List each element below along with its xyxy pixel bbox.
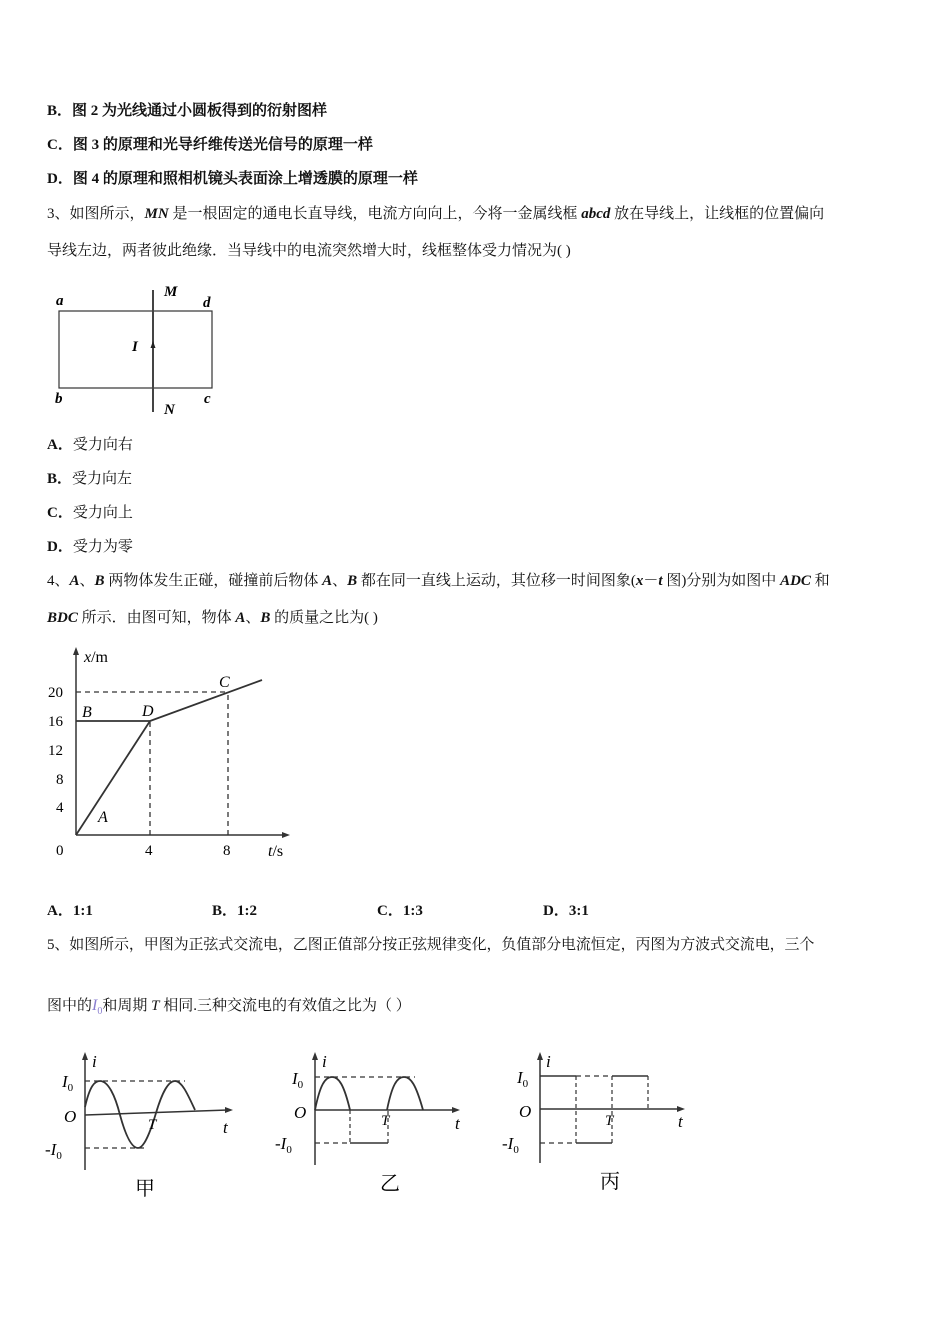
label-period: T [148,1117,157,1133]
option-letter: B． [212,903,238,919]
option-letter: D． [47,539,73,555]
stem-text: 图中的 [47,998,93,1014]
option-text: 受力向左 [72,471,133,487]
option-letter: A． [47,903,73,919]
var-a: A [235,610,246,626]
var-t: t [658,573,663,589]
y-tick-16: 16 [48,714,63,730]
q2-option-b [47,101,327,121]
var-b: B [94,573,105,589]
option-text: 图 2 为光线通过小圆板得到的衍射图样 [72,103,328,119]
q2-option-d [47,169,418,189]
y-tick-20: 20 [48,685,63,701]
option-letter: B． [47,103,73,119]
stem-text: 3、如图所示， [47,206,145,222]
stem-text: 、 [245,610,261,626]
label-m: M [164,284,178,300]
label-neg-i0: $-I_0$ [45,1140,62,1162]
q4-stem-line2 [47,608,378,628]
line-adc: ADC [780,573,811,589]
var-x: x [635,573,644,589]
var-b: B [260,610,271,626]
x-axis-arrow-icon [282,832,290,838]
x-axis-arrow-icon [452,1107,460,1113]
option-letter: C． [377,903,403,919]
point-label-a: A [98,809,108,826]
label-c: c [204,391,211,407]
option-text: 图 3 的原理和光导纤维传送光信号的原理一样 [72,137,373,153]
option-text: 受力向右 [72,437,133,453]
q4-stem-line1 [47,571,830,591]
option-text: 1:1 [72,903,93,919]
label-origin: O [519,1102,532,1121]
label-i: i [322,1052,327,1071]
y-tick-12: 12 [48,743,63,759]
stem-text: 、 [332,573,348,589]
var-a: A [69,573,80,589]
label-t: t [678,1112,683,1131]
stem-text: － [643,573,659,589]
half-sine-1 [315,1077,350,1110]
q4-option-d[interactable] [543,901,589,921]
stem-text: 和周期 [102,998,152,1014]
q5-stem-line1 [47,935,814,955]
q3-stem-line2 [47,241,571,261]
stem-text: 和 [810,573,830,589]
option-letter: A． [47,437,73,453]
caption-yi: 乙 [380,1173,400,1195]
stem-text: 、 [79,573,95,589]
stem-text: 两物体发生正碰，碰撞前后物体 [104,573,323,589]
label-b: b [55,391,63,407]
x-tick-8: 8 [223,843,231,859]
y-axis-label: x/m [84,649,108,666]
var-b: B [347,573,358,589]
option-letter: B． [47,471,73,487]
stem-text: 图)分别为如图中 [662,573,781,589]
stem-text: 5、如图所示，甲图为正弦式交流电，乙图正值部分按正弦规律变化，负值部分电流恒定，丙图为方波式交流电，三个 [47,937,815,953]
option-text: 3:1 [568,903,589,919]
x-axis-arrow-icon [225,1107,233,1113]
label-i: i [92,1052,97,1071]
q5-figure-jia [40,1045,260,1205]
point-label-b: B [82,704,92,721]
option-text: 1:3 [402,903,423,919]
label-n: N [164,402,175,418]
q3-option-c [47,503,133,523]
label-neg-i0: $-I_0$ [275,1134,292,1156]
option-letter: D． [543,903,569,919]
q5-figure-bing [500,1045,700,1205]
x-axis-label: t/s [268,843,284,860]
stem-text: 所示．由图可知，物体 [77,610,236,626]
var-i: I [92,997,98,1014]
q3-option-b [47,469,132,489]
y-axis-arrow-icon [82,1052,88,1060]
y-axis-arrow-icon [537,1052,543,1060]
option-letter: C． [47,505,73,521]
stem-text: 的质量之比为( ) [270,610,378,626]
label-i0: $I_0$ [292,1069,304,1091]
label-current: I [132,339,138,355]
var-a: A [322,573,333,589]
label-d: d [203,295,211,311]
stem-text: 放在导线上，让线框的位置偏向 [610,206,825,222]
i0-formula [92,997,103,1018]
q2-option-c [47,135,373,155]
caption-bing: 丙 [600,1171,620,1193]
line-bdc: BDC [47,610,78,626]
label-i0: $I_0$ [62,1072,74,1094]
x-tick-4: 4 [145,843,153,859]
label-t: t [455,1114,460,1133]
label-a: a [56,293,64,309]
q5-figure-yi [270,1045,480,1205]
stem-text: 相同.三种交流电的有效值之比为（ ） [159,998,411,1014]
q3-option-d [47,537,133,557]
label-neg-i0: $-I_0$ [502,1134,519,1156]
q3-stem-line1 [47,204,824,224]
point-label-d: D [142,703,154,720]
q5-stem-line2 [47,996,411,1022]
half-sine-2 [387,1077,423,1110]
option-letter: D． [47,171,73,187]
line-dc [150,680,262,721]
y-tick-4: 4 [56,800,64,816]
x-tick-0: 0 [56,843,64,859]
option-text: 1:2 [237,903,258,919]
option-letter: C． [47,137,73,153]
q4-option-a[interactable] [47,901,93,921]
var-t: T [151,998,160,1014]
frame-label: abcd [581,206,611,222]
label-i0: $I_0$ [517,1068,529,1090]
label-period: T [605,1113,614,1129]
label-t: t [223,1118,228,1137]
q3-option-a [47,435,133,455]
line-ad [76,721,150,835]
q4-xt-chart [40,640,300,870]
label-origin: O [294,1103,307,1122]
caption-jia: 甲 [135,1178,155,1200]
label-origin: O [64,1107,77,1126]
point-label-c: C [219,674,230,691]
q3-figure-wire-frame [40,275,240,425]
q4-option-c[interactable] [377,901,423,921]
q4-option-b[interactable] [212,901,257,921]
label-period: T [381,1113,390,1129]
y-axis-arrow-icon [312,1052,318,1060]
stem-text: 是一根固定的通电长直导线，电流方向向上，今将一金属线框 [168,206,582,222]
subscript-0: 0 [97,1006,103,1018]
label-i: i [546,1052,551,1071]
current-arrow-icon [151,341,156,348]
stem-text: 4、 [47,573,70,589]
option-text: 受力向上 [72,505,133,521]
stem-text: 都在同一直线上运动，其位移一时间图象( [357,573,636,589]
option-text: 受力为零 [72,539,133,555]
y-axis-arrow-icon [73,647,79,655]
stem-text: 导线左边，两者彼此绝缘．当导线中的电流突然增大时，线框整体受力情况为( ) [47,243,571,259]
wire-label: MN [144,206,169,222]
y-tick-8: 8 [56,772,64,788]
option-text: 图 4 的原理和照相机镜头表面涂上增透膜的原理一样 [72,171,418,187]
